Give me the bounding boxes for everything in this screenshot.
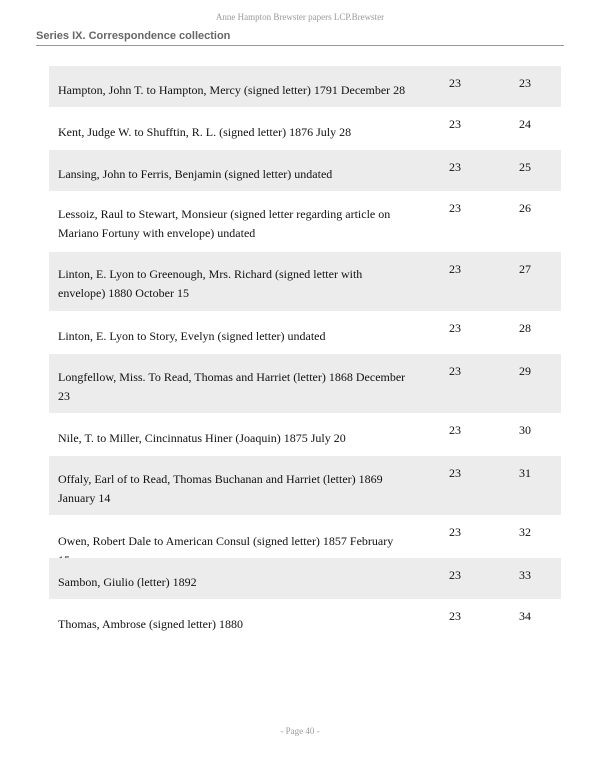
item-description: Offaly, Earl of to Read, Thomas Buchanan and Harriet (letter) 1869 January 14 [58,472,383,505]
folder-number: 32 [519,525,531,539]
box-number: 23 [449,117,461,131]
box-number: 23 [449,201,461,215]
box-number: 23 [449,568,461,582]
box-number: 23 [449,423,461,437]
folder-number: 31 [519,466,531,480]
box-number: 23 [449,525,461,539]
list-item [49,107,561,150]
item-description: Kent, Judge W. to Shufftin, R. L. (signed letter) 1876 July 28 [58,125,352,139]
box-number: 23 [449,262,461,276]
item-description: Linton, E. Lyon to Story, Evelyn (signed letter) undated [58,329,326,343]
list-item [49,413,561,456]
box-number: 23 [449,364,461,378]
item-description: Longfellow, Miss. To Read, Thomas and Harriet (letter) 1868 December 23 [58,370,406,403]
box-number: 23 [449,466,461,480]
correspondence-list [49,66,561,642]
list-item [49,252,561,311]
list-item [49,599,561,642]
folder-number: 26 [519,201,531,215]
list-item [49,66,561,107]
list-item [49,150,561,191]
list-item [49,456,561,515]
item-description: Hampton, John T. to Hampton, Mercy (signed letter) 1791 December 28 [58,83,406,97]
list-item [49,515,561,558]
folder-number: 28 [519,321,531,335]
page-number: - Page 40 - [280,726,320,736]
folder-number: 27 [519,262,531,276]
item-description: Lessoiz, Raul to Stewart, Monsieur (signed letter regarding article on Mariano Fortuny with envelope) undated [58,207,391,240]
item-description: Sambon, Giulio (letter) 1892 [58,575,197,589]
folder-number: 24 [519,117,531,131]
folder-number: 23 [519,76,531,90]
list-item [49,558,561,599]
folder-number: 34 [519,609,531,623]
document-header: Anne Hampton Brewster papers LCP.Brewster [215,12,385,22]
box-number: 23 [449,76,461,90]
item-description: Lansing, John to Ferris, Benjamin (signed letter) undated [58,167,333,181]
box-number: 23 [449,609,461,623]
box-number: 23 [449,160,461,174]
folder-number: 29 [519,364,531,378]
header-divider [36,45,564,46]
folder-number: 30 [519,423,531,437]
list-item [49,354,561,413]
item-description: Owen, Robert Dale to American Consul (signed letter) 1857 February [58,534,394,548]
item-description: Linton, E. Lyon to Greenough, Mrs. Richard (signed letter with envelope) 1880 October 15 [58,267,363,300]
series-title: Series IX. Correspondence collection [36,30,231,42]
folder-number: 25 [519,160,531,174]
list-item [49,311,561,354]
folder-number: 33 [519,568,531,582]
list-item [49,191,561,252]
item-description: Thomas, Ambrose (signed letter) 1880 [58,617,243,631]
box-number: 23 [449,321,461,335]
item-description: Nile, T. to Miller, Cincinnatus Hiner (Joaquin) 1875 July 20 [58,431,346,445]
